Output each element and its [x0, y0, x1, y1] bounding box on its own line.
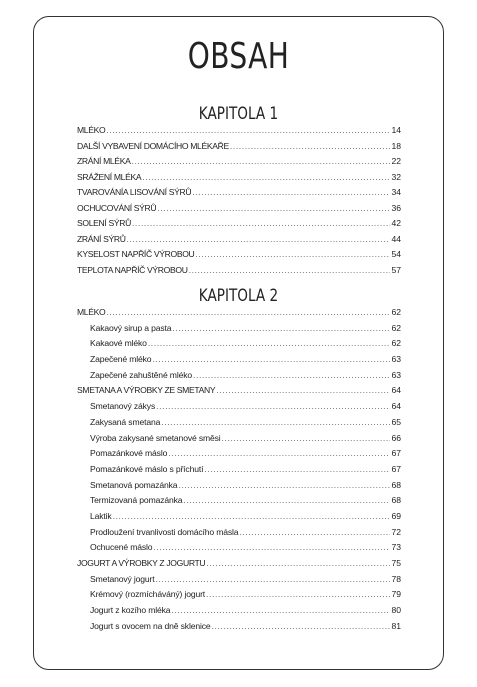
- toc-entry-title: SRÁŽENÍ MLÉKA: [77, 171, 142, 182]
- toc-entry-page-number: 68: [391, 495, 401, 506]
- toc-dot-leader: [178, 480, 390, 490]
- toc-entry[interactable]: [77, 589, 401, 605]
- chapter-2-toc-list: [77, 307, 401, 636]
- toc-entry-title: Smetanová pomazánka: [90, 479, 178, 490]
- toc-entry-page-number: 81: [391, 620, 401, 631]
- toc-entry-title: TEPLOTA NAPŘÍČ VÝROBOU: [77, 264, 188, 275]
- chapter-2-heading: KAPITOLA 2: [198, 286, 279, 306]
- toc-entry-page-number: 62: [391, 338, 401, 349]
- toc-entry-title: Kakaový sirup a pasta: [90, 322, 172, 333]
- toc-entry-title: Pomazánkové máslo: [90, 448, 168, 459]
- toc-entry-title: Krémový (rozmícháváný) jogurt: [90, 589, 206, 600]
- toc-entry[interactable]: [77, 338, 401, 354]
- toc-entry[interactable]: [77, 156, 401, 172]
- toc-dot-leader: [230, 141, 390, 151]
- toc-entry-page-number: 54: [391, 249, 401, 259]
- toc-entry-title: ZRÁNÍ SÝRŮ: [77, 233, 126, 244]
- toc-entry-title: Prodloužení trvanlivosti domácího másla: [90, 526, 239, 537]
- toc-dot-leader: [156, 401, 390, 411]
- toc-dot-leader: [193, 370, 390, 380]
- toc-entry[interactable]: [77, 385, 401, 401]
- chapter-1-heading: KAPITOLA 1: [198, 104, 279, 124]
- toc-entry-page-number: 32: [391, 171, 401, 182]
- toc-entry[interactable]: [77, 370, 401, 386]
- toc-entry[interactable]: [77, 249, 401, 265]
- toc-entry-page-number: 62: [391, 307, 401, 317]
- toc-dot-leader: [127, 234, 390, 244]
- toc-entry-title: Zapečené mléko: [90, 354, 152, 365]
- toc-entry-title: Ochucené máslo: [90, 542, 153, 553]
- toc-entry-title: Smetanový jogurt: [90, 573, 155, 584]
- toc-entry-title: KYSELOST NAPŘÍČ VÝROBOU: [77, 249, 195, 259]
- toc-entry[interactable]: [77, 605, 401, 621]
- toc-entry[interactable]: [77, 401, 401, 417]
- toc-entry-title: Smetanový zákys: [90, 401, 156, 412]
- toc-entry-title: TVAROVÁNÍA LISOVÁNÍ SÝRŮ: [77, 187, 192, 197]
- toc-entry-page-number: 64: [391, 385, 401, 396]
- toc-dot-leader: [206, 589, 390, 599]
- toc-entry[interactable]: [77, 448, 401, 464]
- toc-entry-title: DALŠÍ VYBAVENÍ DOMÁCÍHO MLÉKAŘE: [77, 140, 229, 151]
- toc-entry-page-number: 18: [391, 140, 401, 151]
- toc-entry-page-number: 57: [391, 264, 401, 275]
- toc-entry-title: Termizovaná pomazánka: [90, 495, 183, 506]
- toc-entry-title: ZRÁNÍ MLÉKA: [77, 156, 131, 166]
- toc-entry-page-number: 62: [391, 322, 401, 333]
- toc-dot-leader: [239, 527, 390, 537]
- toc-entry-title: Výroba zakysané smetanové směsi: [90, 432, 221, 443]
- toc-entry-page-number: 69: [391, 510, 401, 521]
- toc-dot-leader: [153, 542, 390, 552]
- toc-dot-leader: [171, 605, 390, 615]
- toc-entry-page-number: 22: [391, 156, 401, 166]
- toc-dot-leader: [183, 495, 390, 505]
- toc-entry[interactable]: [77, 265, 401, 281]
- toc-entry-page-number: 44: [391, 233, 401, 244]
- toc-entry[interactable]: [77, 433, 401, 449]
- toc-entry-title: Zakysaná smetana: [90, 416, 161, 427]
- toc-dot-leader: [216, 385, 390, 395]
- toc-entry-page-number: 42: [391, 218, 401, 228]
- toc-dot-leader: [168, 448, 390, 458]
- toc-dot-leader: [132, 218, 390, 228]
- toc-dot-leader: [212, 621, 390, 631]
- toc-dot-leader: [206, 558, 390, 568]
- toc-entry[interactable]: [77, 527, 401, 543]
- toc-entry[interactable]: [77, 354, 401, 370]
- toc-entry-page-number: 79: [391, 589, 401, 600]
- toc-entry[interactable]: [77, 125, 401, 141]
- toc-dot-leader: [157, 203, 390, 213]
- toc-entry-page-number: 64: [391, 401, 401, 412]
- toc-entry-page-number: 34: [391, 187, 401, 197]
- toc-entry-title: Laktik: [90, 510, 112, 521]
- toc-entry-page-number: 80: [391, 605, 401, 616]
- toc-dot-leader: [172, 323, 390, 333]
- toc-entry-page-number: 66: [391, 432, 401, 443]
- toc-entry-page-number: 65: [391, 416, 401, 427]
- toc-entry[interactable]: [77, 464, 401, 480]
- toc-entry[interactable]: [77, 542, 401, 558]
- toc-dot-leader: [106, 125, 390, 135]
- toc-entry[interactable]: [77, 203, 401, 219]
- toc-entry-title: Jogurt s ovocem na dně sklenice: [90, 620, 211, 631]
- toc-entry-page-number: 68: [391, 479, 401, 490]
- toc-entry-page-number: 75: [391, 558, 401, 568]
- toc-entry-page-number: 63: [391, 369, 401, 380]
- toc-entry-title: OCHUCOVÁNÍ SÝRŮ: [77, 202, 157, 213]
- toc-entry-title: MLÉKO: [77, 125, 106, 135]
- toc-entry-title: JOGURT A VÝROBKY Z JOGURTU: [77, 558, 206, 568]
- toc-dot-leader: [155, 574, 390, 584]
- toc-dot-leader: [222, 433, 390, 443]
- toc-entry-page-number: 14: [391, 125, 401, 135]
- toc-dot-leader: [106, 307, 390, 317]
- toc-dot-leader: [148, 338, 390, 348]
- toc-entry[interactable]: [77, 417, 401, 433]
- toc-entry[interactable]: [77, 187, 401, 203]
- toc-entry-page-number: 72: [391, 526, 401, 537]
- toc-entry[interactable]: [77, 621, 401, 637]
- toc-dot-leader: [161, 417, 390, 427]
- toc-dot-leader: [142, 172, 390, 182]
- toc-dot-leader: [113, 511, 390, 521]
- toc-entry-page-number: 67: [391, 463, 401, 474]
- toc-entry-page-number: 63: [391, 354, 401, 365]
- toc-entry[interactable]: [77, 323, 401, 339]
- toc-entry-title: Kakaové mléko: [90, 338, 147, 349]
- toc-entry-title: Jogurt z kozího mléka: [90, 605, 171, 616]
- toc-entry[interactable]: [77, 172, 401, 188]
- toc-entry-page-number: 78: [391, 573, 401, 584]
- toc-entry-title: SOLENÍ SÝRŮ: [77, 218, 131, 228]
- toc-entry[interactable]: [77, 558, 401, 574]
- toc-entry-title: MLÉKO: [77, 307, 106, 317]
- toc-entry-page-number: 36: [391, 202, 401, 213]
- toc-entry-page-number: 73: [391, 542, 401, 553]
- toc-entry-title: Pomazánkové máslo s příchutí: [90, 463, 204, 474]
- toc-entry[interactable]: [77, 480, 401, 496]
- toc-entry[interactable]: [77, 141, 401, 157]
- toc-dot-leader: [152, 354, 390, 364]
- toc-dot-leader: [204, 464, 390, 474]
- chapter-1-toc-list: [77, 125, 401, 280]
- toc-entry[interactable]: [77, 307, 401, 323]
- toc-entry[interactable]: [77, 574, 401, 590]
- toc-entry[interactable]: [77, 511, 401, 527]
- toc-entry[interactable]: [77, 234, 401, 250]
- page-title: OBSAH: [187, 36, 290, 77]
- toc-entry-page-number: 67: [391, 448, 401, 459]
- toc-entry-title: Zapečené zahuštěné mléko: [90, 369, 192, 380]
- toc-entry[interactable]: [77, 495, 401, 511]
- toc-dot-leader: [131, 156, 390, 166]
- toc-entry-title: SMETANA A VÝROBKY ZE SMETANY: [77, 385, 216, 396]
- toc-dot-leader: [192, 187, 390, 197]
- toc-entry[interactable]: [77, 218, 401, 234]
- toc-dot-leader: [189, 265, 390, 275]
- toc-dot-leader: [195, 249, 390, 259]
